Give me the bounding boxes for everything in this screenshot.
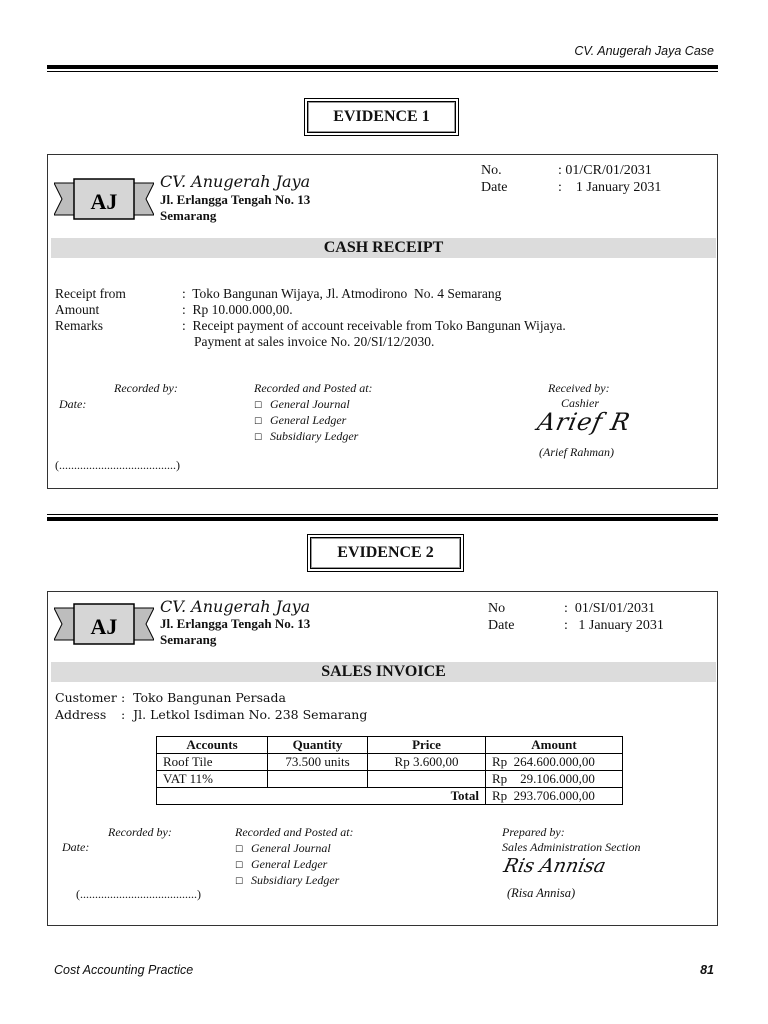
checkbox-label: General Ledger <box>270 413 347 427</box>
total-value: Rp 293.706.000,00 <box>486 788 623 805</box>
column-header-accounts: Accounts <box>157 737 268 754</box>
amount-label: Amount <box>55 302 100 317</box>
checkbox-label: Subsidiary Ledger <box>270 429 359 443</box>
table-row <box>157 771 623 788</box>
checkbox-icon: ☐ <box>235 861 244 871</box>
header-rule <box>47 65 718 69</box>
invoice-date-label: Date <box>488 618 515 633</box>
preparer-name: (Risa Annisa) <box>507 886 576 900</box>
checkbox-subsidiary-ledger[interactable] <box>254 428 358 446</box>
table-total-row <box>157 788 623 805</box>
recorded-by-label: Recorded by: <box>108 825 172 839</box>
receipt-no-label: No. <box>481 163 502 178</box>
checkbox-icon: ☐ <box>254 401 263 411</box>
cash-receipt-title: CASH RECEIPT <box>51 238 716 258</box>
recorded-by-label: Recorded by: <box>114 381 178 395</box>
receipt-date-label: Date <box>481 180 508 195</box>
company-address: Jl. Erlangga Tengah No. 13 <box>160 192 311 207</box>
cash-receipt-document <box>47 154 718 489</box>
cell-account: Roof Tile <box>157 754 268 771</box>
checkbox-icon: ☐ <box>254 433 263 443</box>
receipt-from-value: : Toko Bangunan Wijaya, Jl. Atmodirono No. 4 Semarang <box>182 286 502 301</box>
customer-value: : Toko Bangunan Persada <box>121 690 286 705</box>
evidence-2-label: EVIDENCE 2 <box>310 537 461 569</box>
date-field-label: Date: <box>59 397 87 411</box>
recorder-signature-line: (.......................................) <box>55 458 180 472</box>
invoice-table <box>156 736 623 805</box>
received-role: Cashier <box>561 396 600 410</box>
checkbox-icon: ☐ <box>235 877 244 887</box>
company-city: Semarang <box>160 632 217 647</box>
amount-value: : Rp 10.000.000,00. <box>182 302 293 317</box>
company-name: CV. Anugerah Jaya <box>160 172 311 191</box>
checkbox-label: General Journal <box>251 841 331 855</box>
table-row <box>157 754 623 771</box>
address-label: Address <box>55 707 107 722</box>
remarks-value: : Receipt payment of account receivable from Toko Bangunan Wijaya. <box>182 318 566 333</box>
column-header-amount: Amount <box>486 737 623 754</box>
received-by-label: Received by: <box>548 381 610 395</box>
remarks-value-line2: Payment at sales invoice No. 20/SI/12/2030. <box>194 334 435 349</box>
checkbox-label: Subsidiary Ledger <box>251 873 340 887</box>
checkbox-label: General Ledger <box>251 857 328 871</box>
cell-amount: Rp 264.600.000,00 <box>486 754 623 771</box>
company-city: Semarang <box>160 208 217 223</box>
company-address: Jl. Erlangga Tengah No. 13 <box>160 616 311 631</box>
cell-quantity <box>268 771 368 788</box>
date-field-label: Date: <box>62 840 90 854</box>
receipt-from-label: Receipt from <box>55 286 126 301</box>
prepared-role: Sales Administration Section <box>502 840 641 854</box>
cashier-signature: Arief R <box>535 408 634 436</box>
prepared-by-label: Prepared by: <box>502 825 565 839</box>
recorded-posted-label: Recorded and Posted at: <box>235 825 354 839</box>
running-header: CV. Anugerah Jaya Case <box>574 44 714 58</box>
address-value: : Jl. Letkol Isdiman No. 238 Semarang <box>121 707 368 722</box>
evidence-1-label: EVIDENCE 1 <box>307 101 456 133</box>
cell-price: Rp 3.600,00 <box>368 754 486 771</box>
company-logo-icon <box>54 175 154 225</box>
invoice-no-label: No <box>488 601 506 616</box>
checkbox-subsidiary-ledger[interactable] <box>235 872 339 890</box>
checkbox-icon: ☐ <box>254 417 263 427</box>
page-number: 81 <box>700 963 714 977</box>
cashier-name: (Arief Rahman) <box>539 445 614 459</box>
receipt-date-value: : 1 January 2031 <box>558 180 662 195</box>
sales-invoice-title: SALES INVOICE <box>51 662 716 682</box>
cell-price <box>368 771 486 788</box>
table-header-row <box>157 737 623 754</box>
cell-amount: Rp 29.106.000,00 <box>486 771 623 788</box>
company-name: CV. Anugerah Jaya <box>160 597 311 616</box>
checkbox-icon: ☐ <box>235 845 244 855</box>
evidence-2-label-box <box>307 534 464 572</box>
column-header-price: Price <box>368 737 486 754</box>
section-rule-thin <box>47 514 718 515</box>
invoice-date-value: : 1 January 2031 <box>564 618 664 633</box>
cell-account: VAT 11% <box>157 771 268 788</box>
sales-invoice-document <box>47 591 718 926</box>
receipt-no-value: : 01/CR/01/2031 <box>558 163 652 178</box>
logo-text: AJ <box>90 189 118 214</box>
total-label: Total <box>157 788 486 805</box>
company-logo-icon <box>54 600 154 650</box>
cell-quantity: 73.500 units <box>268 754 368 771</box>
preparer-signature: Ris Annisa <box>501 855 608 877</box>
column-header-quantity: Quantity <box>268 737 368 754</box>
checkbox-label: General Journal <box>270 397 350 411</box>
recorded-posted-label: Recorded and Posted at: <box>254 381 373 395</box>
header-rule-thin <box>47 71 718 72</box>
recorder-signature-line: (.......................................) <box>76 887 201 901</box>
logo-text: AJ <box>90 614 118 639</box>
invoice-no-value: : 01/SI/01/2031 <box>564 601 656 616</box>
footer-book-title: Cost Accounting Practice <box>54 963 194 977</box>
remarks-label: Remarks <box>55 318 103 333</box>
customer-label: Customer <box>55 690 117 705</box>
evidence-1-label-box <box>304 98 459 136</box>
section-rule <box>47 517 718 521</box>
